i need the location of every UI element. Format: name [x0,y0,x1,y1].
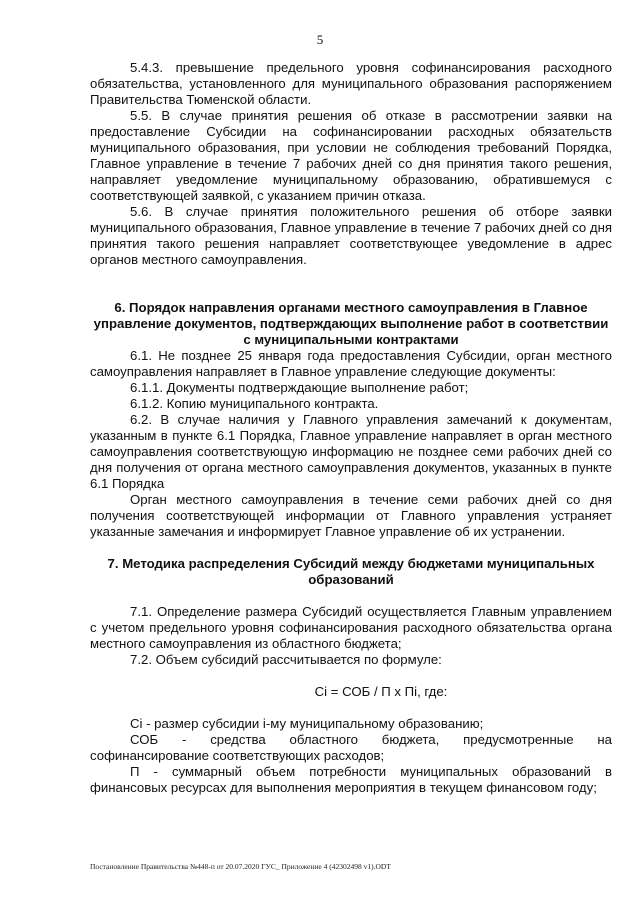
paragraph: 6.2. В случае наличия у Главного управления замечаний к документам, указанным в пункте 6.1 Порядка, Главное управление направляет в орган местного самоуправления соответствующую информацию не позднее семи рабочих дней со дня получения от органа местного самоуправления документов, указанных в пункте 6.1 Порядка [90,412,612,491]
page-footer: Постановление Правительства №448-п от 20.07.2020 ГУС_ Приложение 4 (42302498 v1).ODT [90,862,391,871]
spacer [90,700,612,716]
paragraph: 5.4.3. превышение предельного уровня софинансирования расходного обязательства, установленного для муниципального образования распоряжением Правительства Тюменской области. [90,60,612,107]
spacer [90,268,612,300]
paragraph: 6.1. Не позднее 25 января года предоставления Субсидии, орган местного самоуправления направляет в Главное управление следующие документы: [90,348,612,379]
spacer [90,588,612,604]
spacer [90,540,612,556]
section-heading: 7. Методика распределения Субсидий между бюджетами муниципальных образований [107,556,595,587]
paragraph: 5.5. В случае принятия решения об отказе в рассмотрении заявки на предоставление Субсидии на софинансировании расходных обязательств муниципального образования, при условии не соблюдения требований Порядка, Главное управление в течение 7 рабочих дней со дня принятия такого решения, направляет уведомление муниципальному образованию, обратившемуся с соответствующей заявкой, с указанием причин отказа. [90,108,612,203]
formula: Ci = СОБ / П х Пi, где: [314,684,448,699]
paragraph: 6.1.1. Документы подтверждающие выполнение работ; [130,380,469,395]
paragraph: П - суммарный объем потребности муниципальных образований в финансовых ресурсах для выполнения мероприятия в текущем финансовом году; [90,764,612,795]
paragraph: 7.2. Объем субсидий рассчитывается по формуле: [130,652,442,667]
section-heading: 6. Порядок направления органами местного самоуправления в Главное управление документов, подтверждающих выполнение работ в соответствии с муниципальными контрактами [93,300,609,347]
paragraph: 6.1.2. Копию муниципального контракта. [130,396,379,411]
paragraph: 5.6. В случае принятия положительного решения об отборе заявки муниципального образования, Главное управление в течение 7 рабочих дней со дня принятия такого решения направляет соответствующее уведомление в адрес органов местного самоуправления. [90,204,612,267]
paragraph: Ci - размер субсидии i-му муниципальному образованию; [130,716,484,731]
paragraph: Орган местного самоуправления в течение семи рабочих дней со дня получения соответствующей информации от Главного управления устраняет указанные замечания и информирует Главное управление об их устранении. [90,492,612,539]
paragraph: 7.1. Определение размера Субсидий осуществляется Главным управлением с учетом предельного уровня софинансирования расходного обязательства органа местного самоуправления из областного бюджета; [90,604,612,651]
page-number: 5 [316,32,324,47]
document-body [90,60,612,796]
spacer [90,668,612,684]
paragraph: СОБ - средства областного бюджета, предусмотренные на софинансирование соответствующих расходов; [90,732,612,763]
